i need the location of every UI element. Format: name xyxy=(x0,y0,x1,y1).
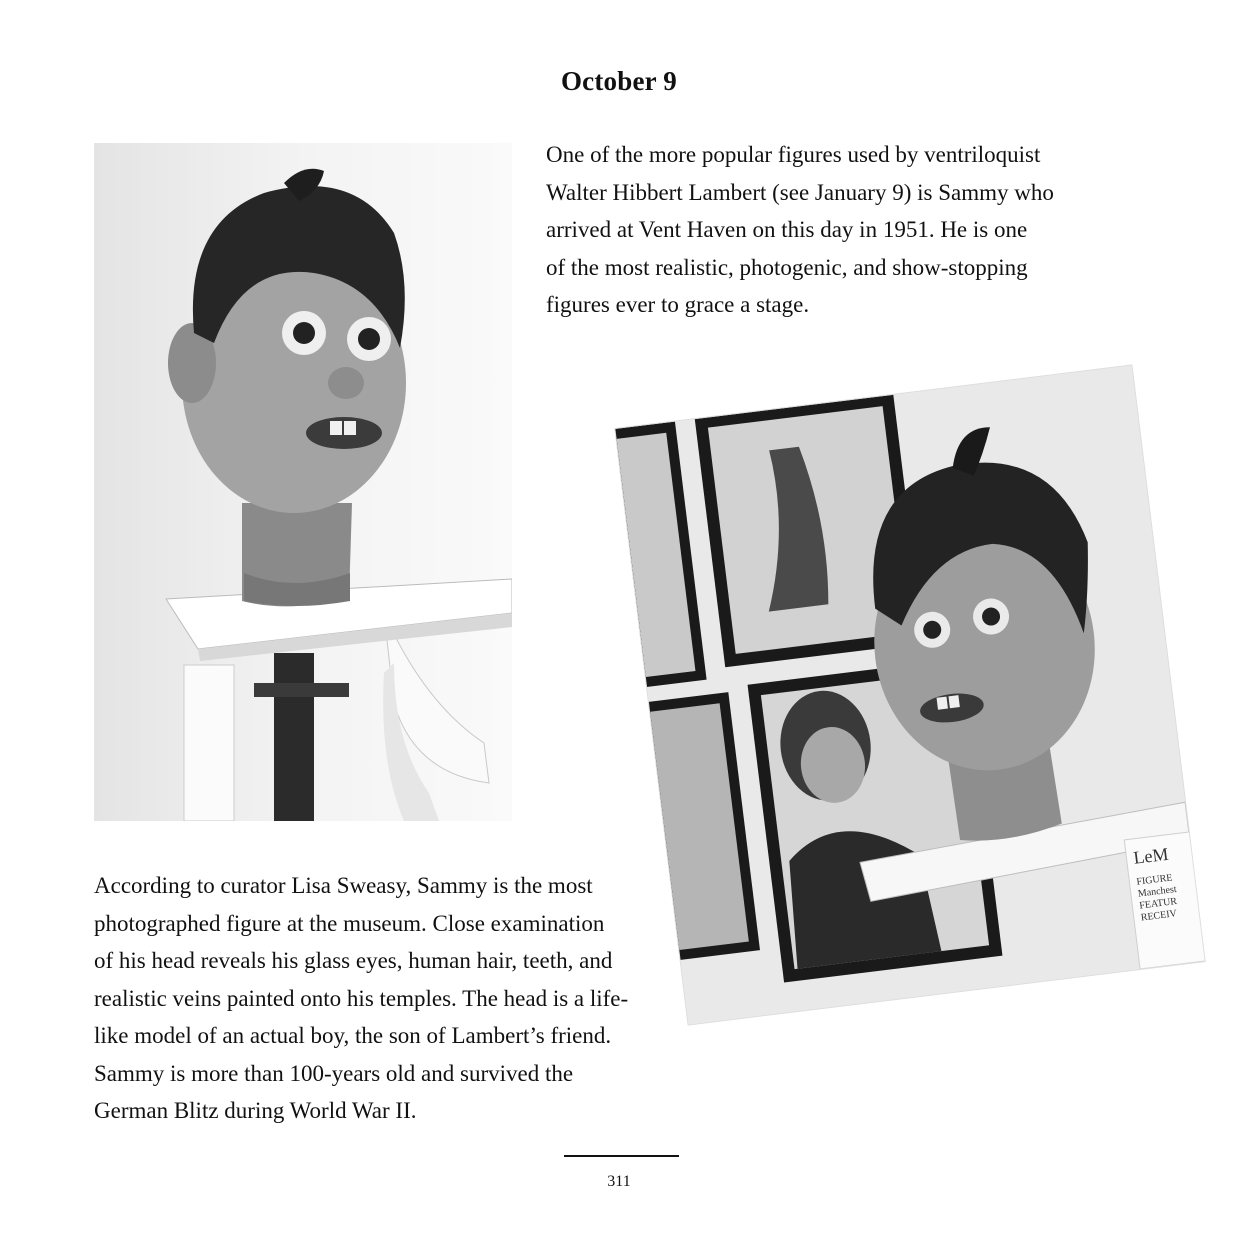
sign-line: FEATUR xyxy=(1138,896,1178,912)
museum-sign xyxy=(1132,840,1201,925)
page-number: 311 xyxy=(607,1173,631,1190)
text-line: like model of an actual boy, the son of Lambert’s friend. xyxy=(94,1023,612,1048)
text-line: One of the more popular figures used by ventriloquist xyxy=(546,142,1041,167)
text-line: realistic veins painted onto his temples. The head is a life- xyxy=(94,985,629,1011)
page-title: October 9 xyxy=(560,66,678,96)
sammy-head-illustration xyxy=(94,143,512,821)
text-line: photographed figure at the museum. Close examination xyxy=(94,910,605,936)
photo-sammy-museum xyxy=(615,366,1204,1025)
sign-line: RECEIV xyxy=(1140,908,1178,924)
text-line: Walter Hibbert Lambert (see January 9) is Sammy who xyxy=(546,179,1054,205)
text-line: of the most realistic, photogenic, and show-stopping xyxy=(546,254,1028,280)
text-line: Sammy is more than 100-years old and survived the xyxy=(94,1060,574,1086)
curator-paragraph xyxy=(94,867,628,1130)
text-line: arrived at Vent Haven on this day in 1951. He is one xyxy=(546,217,1028,242)
photo-sammy-head-front xyxy=(94,143,512,821)
intro-paragraph xyxy=(546,136,1054,324)
text-line: According to curator Lisa Sweasy, Sammy is the most xyxy=(94,873,593,898)
text-line: German Blitz during World War II. xyxy=(94,1098,417,1123)
sammy-museum-illustration xyxy=(615,366,1204,1025)
text-line: figures ever to grace a stage. xyxy=(546,292,810,317)
footer-rule xyxy=(564,1155,679,1157)
sign-heading: LeM xyxy=(1132,843,1170,868)
sign-line: Manchest xyxy=(1137,884,1178,900)
text-line: of his head reveals his glass eyes, human hair, teeth, and xyxy=(94,948,613,973)
sign-line: FIGURE xyxy=(1135,872,1174,888)
